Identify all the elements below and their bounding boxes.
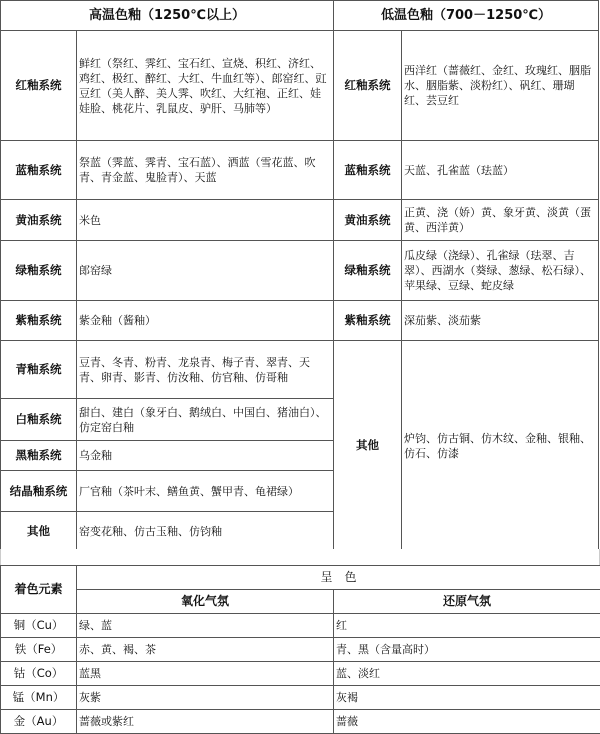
element-name: 铁（Fe） (1, 638, 77, 662)
high-system-label: 黄油系统 (1, 200, 77, 241)
element-name: 金（Au） (1, 710, 77, 734)
low-system-items: 瓜皮绿（浇绿）、孔雀绿（珐翠、吉翠）、西湖水（葵绿、葱绿、松石绿）、苹果绿、豆绿、蛇皮绿 (402, 241, 599, 301)
high-system-label: 绿釉系统 (1, 241, 77, 301)
high-system-items: 郎窑绿 (77, 241, 334, 301)
low-system-items: 天蓝、孔雀蓝（珐蓝） (402, 141, 599, 200)
high-system-items: 厂官釉（茶叶末、鳝鱼黄、蟹甲青、龟裙绿） (77, 471, 334, 512)
high-system-label: 青釉系统 (1, 341, 77, 399)
oxidizing-color: 赤、黄、褐、茶 (77, 638, 334, 662)
low-system-label: 黄油系统 (334, 200, 402, 241)
high-system-items: 鲜红（祭红、霁红、宝石红、宣烧、积红、济红、鸡红、极红、醉红、大红、牛血红等）、郎窑红、豇豆红（美人醉、美人霁、吹红、大红袍、正红、娃娃脸、桃花片、乳鼠皮、驴肝、马肺等） (77, 31, 334, 141)
high-system-items: 乌金釉 (77, 441, 334, 471)
high-system-label: 紫釉系统 (1, 301, 77, 341)
element-name: 钴（Co） (1, 662, 77, 686)
high-system-items: 甜白、建白（象牙白、鹅绒白、中国白、猪油白）、仿定窑白釉 (77, 399, 334, 441)
low-system-label: 绿釉系统 (334, 241, 402, 301)
high-system-label: 红釉系统 (1, 31, 77, 141)
element-name: 锰（Mn） (1, 686, 77, 710)
low-system-items: 正黄、浇（娇）黄、象牙黄、淡黄（蛋黄、西洋黄） (402, 200, 599, 241)
oxidizing-color: 蓝黑 (77, 662, 334, 686)
high-system-items: 祭蓝（霁蓝、霁青、宝石蓝）、洒蓝（雪花蓝、吹青、青金蓝、鬼脸青）、天蓝 (77, 141, 334, 200)
high-system-items: 豆青、冬青、粉青、龙泉青、梅子青、翠青、天青、卵青、影青、仿汝釉、仿官釉、仿哥釉 (77, 341, 334, 399)
reducing-header: 还原气氛 (334, 590, 600, 614)
reducing-color: 灰褐 (334, 686, 600, 710)
color-header: 呈 色 (77, 566, 600, 590)
high-system-items: 紫金釉（酱釉） (77, 301, 334, 341)
high-temp-header: 高温色釉（1250℃以上） (1, 1, 334, 31)
reducing-color: 蓝、淡红 (334, 662, 600, 686)
low-system-items: 深茄紫、淡茄紫 (402, 301, 599, 341)
oxidizing-color: 蔷薇或紫红 (77, 710, 334, 734)
oxidizing-header: 氧化气氛 (77, 590, 334, 614)
low-temp-header: 低温色釉（700－1250℃） (334, 1, 599, 31)
high-system-label: 蓝釉系统 (1, 141, 77, 200)
low-system-label: 蓝釉系统 (334, 141, 402, 200)
high-system-label: 其他 (1, 512, 77, 551)
element-header: 着色元素 (1, 566, 77, 614)
oxidizing-color: 绿、蓝 (77, 614, 334, 638)
high-system-items: 窑变花釉、仿古玉釉、仿钧釉 (77, 512, 334, 551)
low-system-label: 红釉系统 (334, 31, 402, 141)
low-system-label: 其他 (334, 341, 402, 551)
element-name: 铜（Cu） (1, 614, 77, 638)
low-system-items: 西洋红（蔷薇红、金红、玫瑰红、胭脂水、胭脂紫、淡粉红）、矾红、珊瑚红、芸豆红 (402, 31, 599, 141)
high-system-label: 黑釉系统 (1, 441, 77, 471)
element-color-table (0, 565, 600, 734)
reducing-color: 青、黑（含量高时） (334, 638, 600, 662)
low-system-items: 炉钧、仿古铜、仿木纹、金釉、银釉、仿石、仿漆 (402, 341, 599, 551)
oxidizing-color: 灰紫 (77, 686, 334, 710)
reducing-color: 红 (334, 614, 600, 638)
reducing-color: 蔷薇 (334, 710, 600, 734)
high-system-label: 结晶釉系统 (1, 471, 77, 512)
high-system-label: 白釉系统 (1, 399, 77, 441)
high-system-items: 米色 (77, 200, 334, 241)
table-gap (0, 549, 600, 565)
low-system-label: 紫釉系统 (334, 301, 402, 341)
